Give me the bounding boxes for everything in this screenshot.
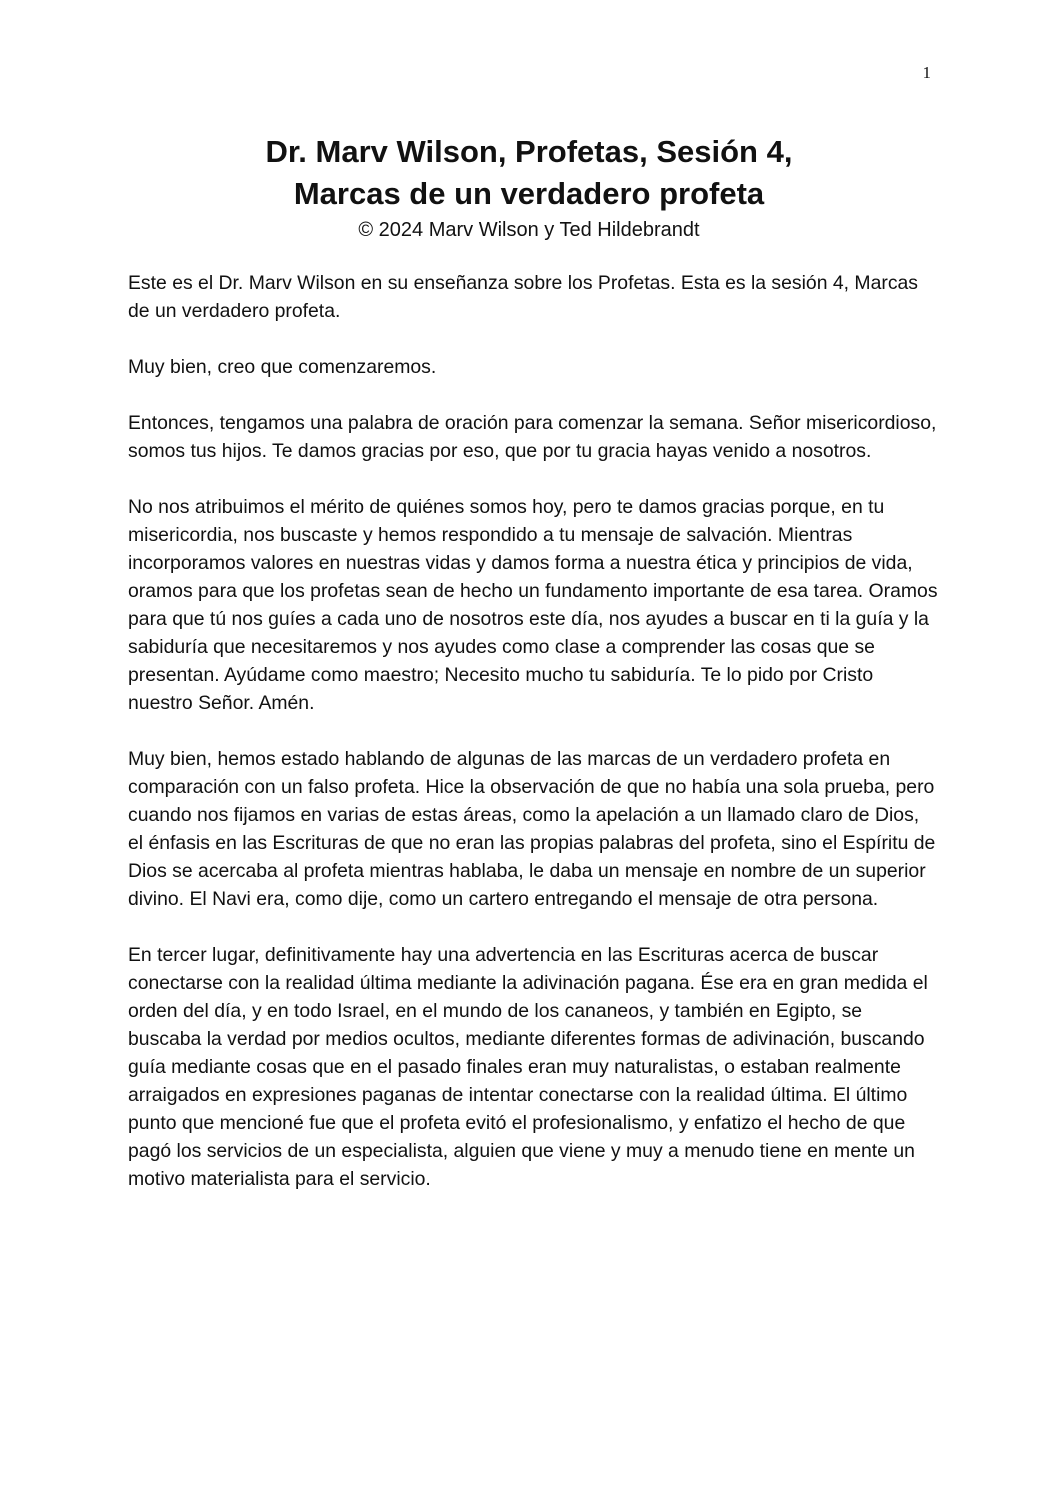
paragraph-prayer-opening: Entonces, tengamos una palabra de oración para comenzar la semana. Señor misericordioso, somos tus hijos. Te damos gracias por eso, que por tu gracia hayas venido a nosotros.	[128, 412, 937, 462]
copyright-notice: © 2024 Marv Wilson y Ted Hildebrandt	[358, 219, 700, 241]
document-body	[128, 269, 938, 1221]
page-number: 1	[922, 63, 931, 82]
paragraph-true-prophet-marks: Muy bien, hemos estado hablando de algunas de las marcas de un verdadero profeta en comparación con un falso profeta. Hice la observación de que no había una sola prueba, pero cuando nos fijamos en varias de estas áreas, como la apelación a un llamado claro de Dios, el énfasis en las Escrituras de que no eran las propias palabras del profeta, sino el Espíritu de Dios se acercaba al profeta mientras hablaba, le daba un mensaje en nombre de un superior divino. El Navi era, como dije, como un cartero entregando el mensaje de otra persona.	[128, 748, 936, 910]
paragraph-start: Muy bien, creo que comenzaremos.	[128, 356, 437, 378]
paragraph-intro: Este es el Dr. Marv Wilson en su enseñanza sobre los Profetas. Esta es la sesión 4, Marcas de un verdadero profeta.	[128, 272, 918, 322]
document-title-line-1: Dr. Marv Wilson, Profetas, Sesión 4,	[265, 134, 793, 169]
document-header	[0, 131, 1058, 243]
document-title-line-2: Marcas de un verdadero profeta	[293, 176, 765, 211]
paragraph-divination-warning: En tercer lugar, definitivamente hay una advertencia en las Escrituras acerca de buscar conectarse con la realidad última mediante la adivinación pagana. Ése era en gran medida el orden del día, y en todo Israel, en el mundo de los cananeos, y también en Egipto, se buscaba la verdad por medios ocultos, mediante diferentes formas de adivinación, buscando guía mediante cosas que en el pasado finales eran muy naturalistas, o estaban realmente arraigados en expresiones paganas de intentar conectarse con la realidad última. El último punto que mencioné fue que el profeta evitó el profesionalismo, y enfatizo el hecho de que pagó los servicios de un especialista, alguien que viene y muy a menudo tiene en mente un motivo materialista para el servicio.	[128, 944, 928, 1190]
paragraph-prayer: No nos atribuimos el mérito de quiénes somos hoy, pero te damos gracias porque, en tu misericordia, nos buscaste y hemos respondido a tu mensaje de salvación. Mientras incorporamos valores en nuestras vidas y damos forma a nuestra ética y principios de vida, oramos para que los profetas sean de hecho un fundamento importante de esa tarea. Oramos para que tú nos guíes a cada uno de nosotros este día, nos ayudes a buscar en ti la guía y la sabiduría que necesitaremos y nos ayudes como clase a comprender las cosas que se presentan. Ayúdame como maestro; Necesito mucho tu sabiduría. Te lo pido por Cristo nuestro Señor. Amén.	[128, 496, 938, 714]
